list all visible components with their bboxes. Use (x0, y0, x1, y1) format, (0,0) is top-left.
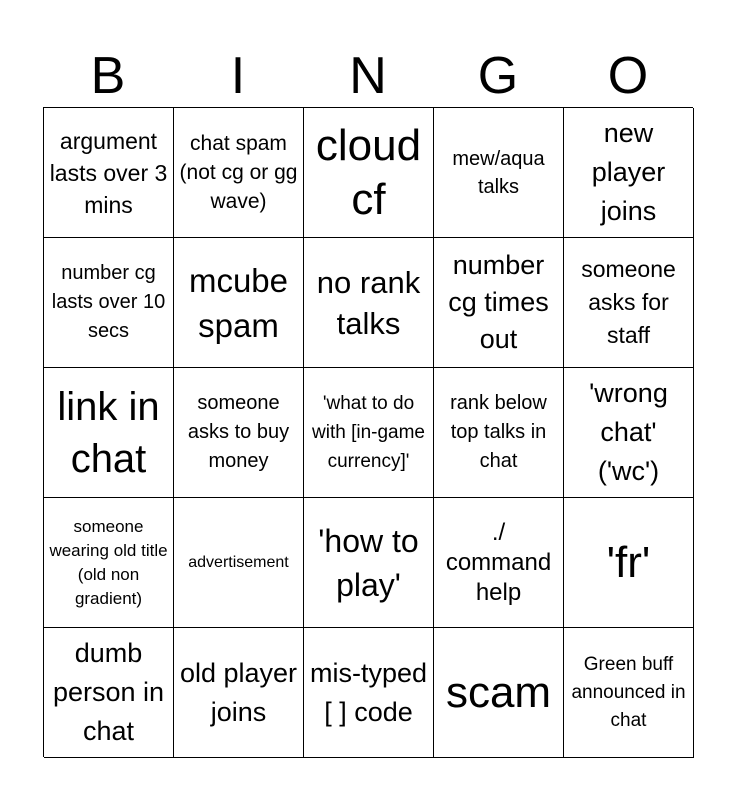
bingo-cell[interactable] (564, 108, 694, 238)
bingo-header (43, 45, 693, 107)
bingo-cell[interactable] (44, 108, 174, 238)
bingo-cell[interactable] (564, 498, 694, 628)
bingo-cell[interactable] (304, 368, 434, 498)
bingo-cell[interactable] (304, 498, 434, 628)
bingo-cell-text: scam (445, 667, 552, 717)
bingo-cell-text: 'what to do with [in-game currency]' (312, 393, 425, 472)
bingo-cell[interactable] (304, 108, 434, 238)
bingo-cell[interactable] (434, 498, 564, 628)
bingo-cell-text: 'fr' (606, 537, 651, 587)
bingo-cell-text: mew/aqua talks (452, 147, 545, 198)
bingo-cell[interactable] (434, 238, 564, 368)
bingo-cell-text: number cg lasts over 10 secs (51, 262, 166, 342)
bingo-cell-text: someone asks to buy money (187, 392, 290, 472)
bingo-cell-text: mcube spam (188, 261, 289, 344)
header-letter-n: N (349, 47, 387, 105)
bingo-cell[interactable] (174, 108, 304, 238)
bingo-cell[interactable] (564, 628, 694, 758)
bingo-cell[interactable] (434, 628, 564, 758)
bingo-cell[interactable] (304, 628, 434, 758)
bingo-cell-text: number cg times out (448, 250, 549, 354)
bingo-cell-text: someone asks for staff (581, 256, 676, 348)
bingo-cell-text: rank below top talks in chat (450, 392, 547, 472)
bingo-cell[interactable] (564, 238, 694, 368)
bingo-cell[interactable] (304, 238, 434, 368)
bingo-cell[interactable] (174, 238, 304, 368)
header-letter-i: I (230, 47, 246, 105)
bingo-cell[interactable] (174, 628, 304, 758)
bingo-cell-text: dumb person in chat (52, 638, 165, 746)
bingo-cell[interactable] (174, 368, 304, 498)
bingo-cell-text: mis-typed [ ] code (309, 657, 428, 727)
bingo-board (43, 107, 693, 757)
bingo-cell[interactable] (44, 628, 174, 758)
header-letter-g: G (477, 47, 519, 105)
bingo-cell-text: chat spam (not cg or gg wave) (179, 132, 298, 213)
bingo-cell-text: no rank talks (316, 264, 421, 341)
bingo-cell[interactable] (44, 238, 174, 368)
bingo-cell-text: old player joins (179, 657, 298, 727)
bingo-cell-text: argument lasts over 3 mins (49, 127, 168, 218)
header-letter-o: O (607, 47, 649, 105)
bingo-cell-text: 'how to play' (318, 522, 419, 603)
bingo-cell[interactable] (44, 498, 174, 628)
bingo-cell-text: advertisement (188, 553, 289, 571)
bingo-cell[interactable] (174, 498, 304, 628)
bingo-cell-text: 'wrong chat' ('wc') (589, 378, 668, 486)
bingo-cell[interactable] (564, 368, 694, 498)
bingo-cell-text: new player joins (591, 118, 666, 226)
header-letter-b: B (90, 47, 126, 105)
bingo-cell[interactable] (434, 368, 564, 498)
bingo-cell-text: Green buff announced in chat (571, 653, 686, 731)
bingo-cell[interactable] (434, 108, 564, 238)
bingo-cell-text: someone wearing old title (old non gradient) (49, 516, 168, 608)
bingo-cell-text: ./ command help (445, 518, 552, 606)
bingo-cell-text: link in chat (57, 384, 160, 481)
bingo-cell-text: cloud cf (315, 120, 422, 224)
bingo-cell[interactable] (44, 368, 174, 498)
